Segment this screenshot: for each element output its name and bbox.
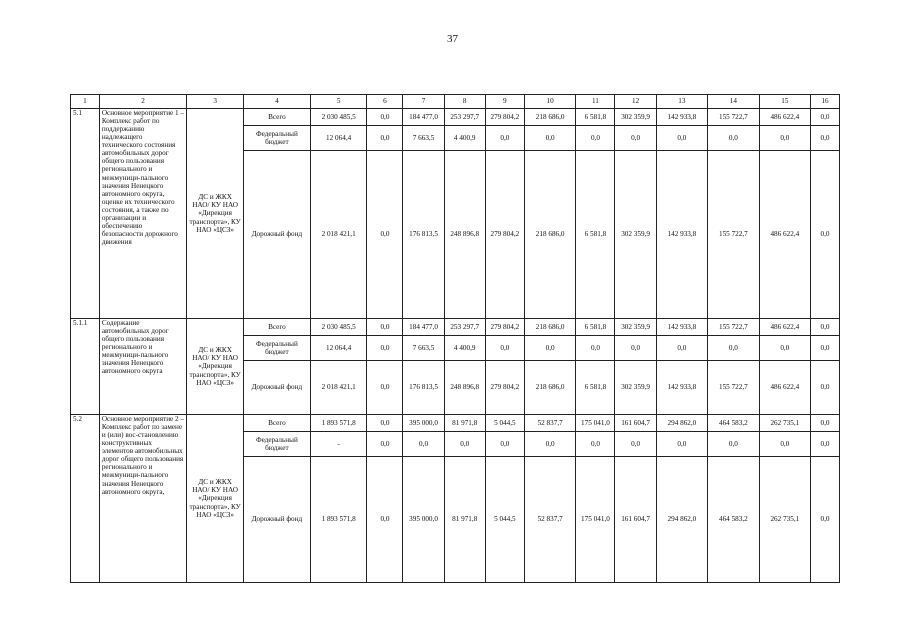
funding-source: Всего (243, 415, 310, 432)
value-cell: 0,0 (524, 336, 575, 361)
value-cell: 155 722,7 (708, 151, 759, 319)
value-cell: 142 933,8 (656, 319, 707, 336)
value-cell: 12 064,4 (310, 126, 367, 151)
funding-source: Федеральный бюджет (243, 336, 310, 361)
header-cell: 10 (524, 95, 575, 109)
executors: ДС и ЖКХ НАО/ КУ НАО «Дирекция транспорта», КУ НАО «ЦСЗ» (187, 415, 244, 583)
value-cell: 52 837,7 (524, 415, 575, 432)
row-index: 5.1 (71, 109, 100, 319)
funding-source: Дорожный фонд (243, 457, 310, 583)
header-cell: 11 (576, 95, 615, 109)
value-cell: 464 583,2 (708, 415, 759, 432)
value-cell: 0,0 (656, 432, 707, 457)
block-5-1 (71, 109, 840, 319)
value-cell: 0,0 (811, 336, 840, 361)
funding-source: Дорожный фонд (243, 361, 310, 415)
value-cell: 0,0 (485, 432, 524, 457)
value-cell: 155 722,7 (708, 319, 759, 336)
value-cell: 0,0 (811, 457, 840, 583)
value-cell: 486 622,4 (759, 361, 810, 415)
value-cell: 0,0 (403, 432, 444, 457)
value-cell: 0,0 (811, 151, 840, 319)
header-cell: 3 (187, 95, 244, 109)
value-cell: 279 804,2 (485, 109, 524, 126)
value-cell: 0,0 (759, 336, 810, 361)
value-cell: 1 893 571,8 (310, 415, 367, 432)
value-cell: 4 400,9 (444, 336, 485, 361)
header-cell: 1 (71, 95, 100, 109)
value-cell: 81 971,8 (444, 415, 485, 432)
value-cell: 0,0 (708, 336, 759, 361)
page-number: 37 (447, 33, 458, 45)
value-cell: 0,0 (444, 432, 485, 457)
value-cell: 0,0 (576, 432, 615, 457)
funding-source: Всего (243, 109, 310, 126)
value-cell: 0,0 (485, 336, 524, 361)
value-cell: 0,0 (367, 361, 403, 415)
value-cell: 6 581,8 (576, 109, 615, 126)
value-cell: 4 400,9 (444, 126, 485, 151)
value-cell: 395 000,0 (403, 457, 444, 583)
value-cell: 142 933,8 (656, 109, 707, 126)
header-cell: 2 (99, 95, 187, 109)
value-cell: 0,0 (367, 109, 403, 126)
row-index: 5.2 (71, 415, 100, 583)
table-row (71, 319, 840, 336)
header-cell: 4 (243, 95, 310, 109)
header-cell: 6 (367, 95, 403, 109)
value-cell: 0,0 (656, 126, 707, 151)
block-5-2 (71, 415, 840, 583)
value-cell: 0,0 (759, 126, 810, 151)
value-cell: 184 477,0 (403, 109, 444, 126)
value-cell: 0,0 (811, 361, 840, 415)
measure-description: Основное мероприятие 1 – Комплекс работ по поддержанию надлежащего технического состояния автомобильных дорог общего пользования регионального и межмуници-пального значения Ненецкого автономного округа, оценке их технического состояния, а также по организации и обеспечению безопасности дорожного движения (99, 109, 187, 319)
header-cell: 5 (310, 95, 367, 109)
header-cell: 15 (759, 95, 810, 109)
value-cell: 5 044,5 (485, 415, 524, 432)
header-cell: 12 (615, 95, 656, 109)
value-cell: 262 735,1 (759, 457, 810, 583)
value-cell: 0,0 (759, 432, 810, 457)
value-cell: 184 477,0 (403, 319, 444, 336)
row-index: 5.1.1 (71, 319, 100, 415)
value-cell: 218 686,0 (524, 109, 575, 126)
measure-description: Содержание автомобильных дорог общего пользования регионального и межмуници-пального значения Ненецкого автономного округа (99, 319, 187, 415)
value-cell: 486 622,4 (759, 319, 810, 336)
value-cell: 0,0 (576, 336, 615, 361)
value-cell: 279 804,2 (485, 151, 524, 319)
value-cell: 279 804,2 (485, 319, 524, 336)
value-cell: 2 018 421,1 (310, 151, 367, 319)
value-cell: 155 722,7 (708, 361, 759, 415)
header-cell: 8 (444, 95, 485, 109)
header-cell: 16 (811, 95, 840, 109)
value-cell: 0,0 (367, 432, 403, 457)
value-cell: 218 686,0 (524, 361, 575, 415)
value-cell: 0,0 (811, 126, 840, 151)
value-cell: 175 041,0 (576, 457, 615, 583)
value-cell: 1 893 571,8 (310, 457, 367, 583)
table-row (71, 415, 840, 432)
executors: ДС и ЖКХ НАО/ КУ НАО «Дирекция транспорта», КУ НАО «ЦСЗ» (187, 319, 244, 415)
value-cell: 302 359,9 (615, 361, 656, 415)
funding-source: Федеральный бюджет (243, 432, 310, 457)
value-cell: 2 030 485,5 (310, 319, 367, 336)
value-cell: 5 044,5 (485, 457, 524, 583)
value-cell: 0,0 (615, 126, 656, 151)
value-cell: 486 622,4 (759, 109, 810, 126)
value-cell: 253 297,7 (444, 109, 485, 126)
value-cell: - (310, 432, 367, 457)
value-cell: 302 359,9 (615, 319, 656, 336)
value-cell: 7 663,5 (403, 126, 444, 151)
value-cell: 176 813,5 (403, 361, 444, 415)
value-cell: 0,0 (485, 126, 524, 151)
header-cell: 9 (485, 95, 524, 109)
value-cell: 0,0 (811, 415, 840, 432)
funding-source: Дорожный фонд (243, 151, 310, 319)
value-cell: 279 804,2 (485, 361, 524, 415)
value-cell: 0,0 (811, 109, 840, 126)
financing-table (70, 94, 840, 583)
value-cell: 12 064,4 (310, 336, 367, 361)
value-cell: 0,0 (524, 432, 575, 457)
value-cell: 294 862,0 (656, 415, 707, 432)
header-cell: 13 (656, 95, 707, 109)
value-cell: 248 896,8 (444, 151, 485, 319)
value-cell: 0,0 (708, 432, 759, 457)
value-cell: 0,0 (524, 126, 575, 151)
header-cell: 14 (708, 95, 759, 109)
value-cell: 218 686,0 (524, 151, 575, 319)
header-cell: 7 (403, 95, 444, 109)
value-cell: 52 837,7 (524, 457, 575, 583)
block-5-1-1 (71, 319, 840, 415)
value-cell: 0,0 (615, 432, 656, 457)
value-cell: 155 722,7 (708, 109, 759, 126)
value-cell: 0,0 (811, 319, 840, 336)
value-cell: 176 813,5 (403, 151, 444, 319)
value-cell: 142 933,8 (656, 361, 707, 415)
value-cell: 6 581,8 (576, 151, 615, 319)
value-cell: 248 896,8 (444, 361, 485, 415)
funding-source: Всего (243, 319, 310, 336)
executors: ДС и ЖКХ НАО/ КУ НАО «Дирекция транспорта», КУ НАО «ЦСЗ» (187, 109, 244, 319)
value-cell: 0,0 (367, 126, 403, 151)
value-cell: 486 622,4 (759, 151, 810, 319)
value-cell: 0,0 (367, 415, 403, 432)
value-cell: 0,0 (615, 336, 656, 361)
value-cell: 395 000,0 (403, 415, 444, 432)
value-cell: 81 971,8 (444, 457, 485, 583)
value-cell: 302 359,9 (615, 151, 656, 319)
value-cell: 0,0 (367, 457, 403, 583)
funding-source: Федеральный бюджет (243, 126, 310, 151)
value-cell: 302 359,9 (615, 109, 656, 126)
value-cell: 0,0 (708, 126, 759, 151)
value-cell: 2 018 421,1 (310, 361, 367, 415)
value-cell: 218 686,0 (524, 319, 575, 336)
table-row (71, 109, 840, 126)
value-cell: 142 933,8 (656, 151, 707, 319)
header-row (71, 95, 840, 109)
value-cell: 7 663,5 (403, 336, 444, 361)
value-cell: 0,0 (367, 151, 403, 319)
value-cell: 0,0 (576, 126, 615, 151)
value-cell: 0,0 (367, 336, 403, 361)
value-cell: 6 581,8 (576, 319, 615, 336)
value-cell: 294 862,0 (656, 457, 707, 583)
value-cell: 0,0 (811, 432, 840, 457)
value-cell: 2 030 485,5 (310, 109, 367, 126)
value-cell: 262 735,1 (759, 415, 810, 432)
value-cell: 161 604,7 (615, 415, 656, 432)
value-cell: 6 581,8 (576, 361, 615, 415)
value-cell: 0,0 (656, 336, 707, 361)
value-cell: 175 041,0 (576, 415, 615, 432)
value-cell: 0,0 (367, 319, 403, 336)
measure-description: Основное мероприятие 2 – Комплекс работ по замене и (или) вос-становлению конструктивных элементов автомобильных дорог общего пользования регионального и межмуници-пального значения Ненецкого автономного округа, (99, 415, 187, 583)
value-cell: 253 297,7 (444, 319, 485, 336)
value-cell: 464 583,2 (708, 457, 759, 583)
value-cell: 161 604,7 (615, 457, 656, 583)
